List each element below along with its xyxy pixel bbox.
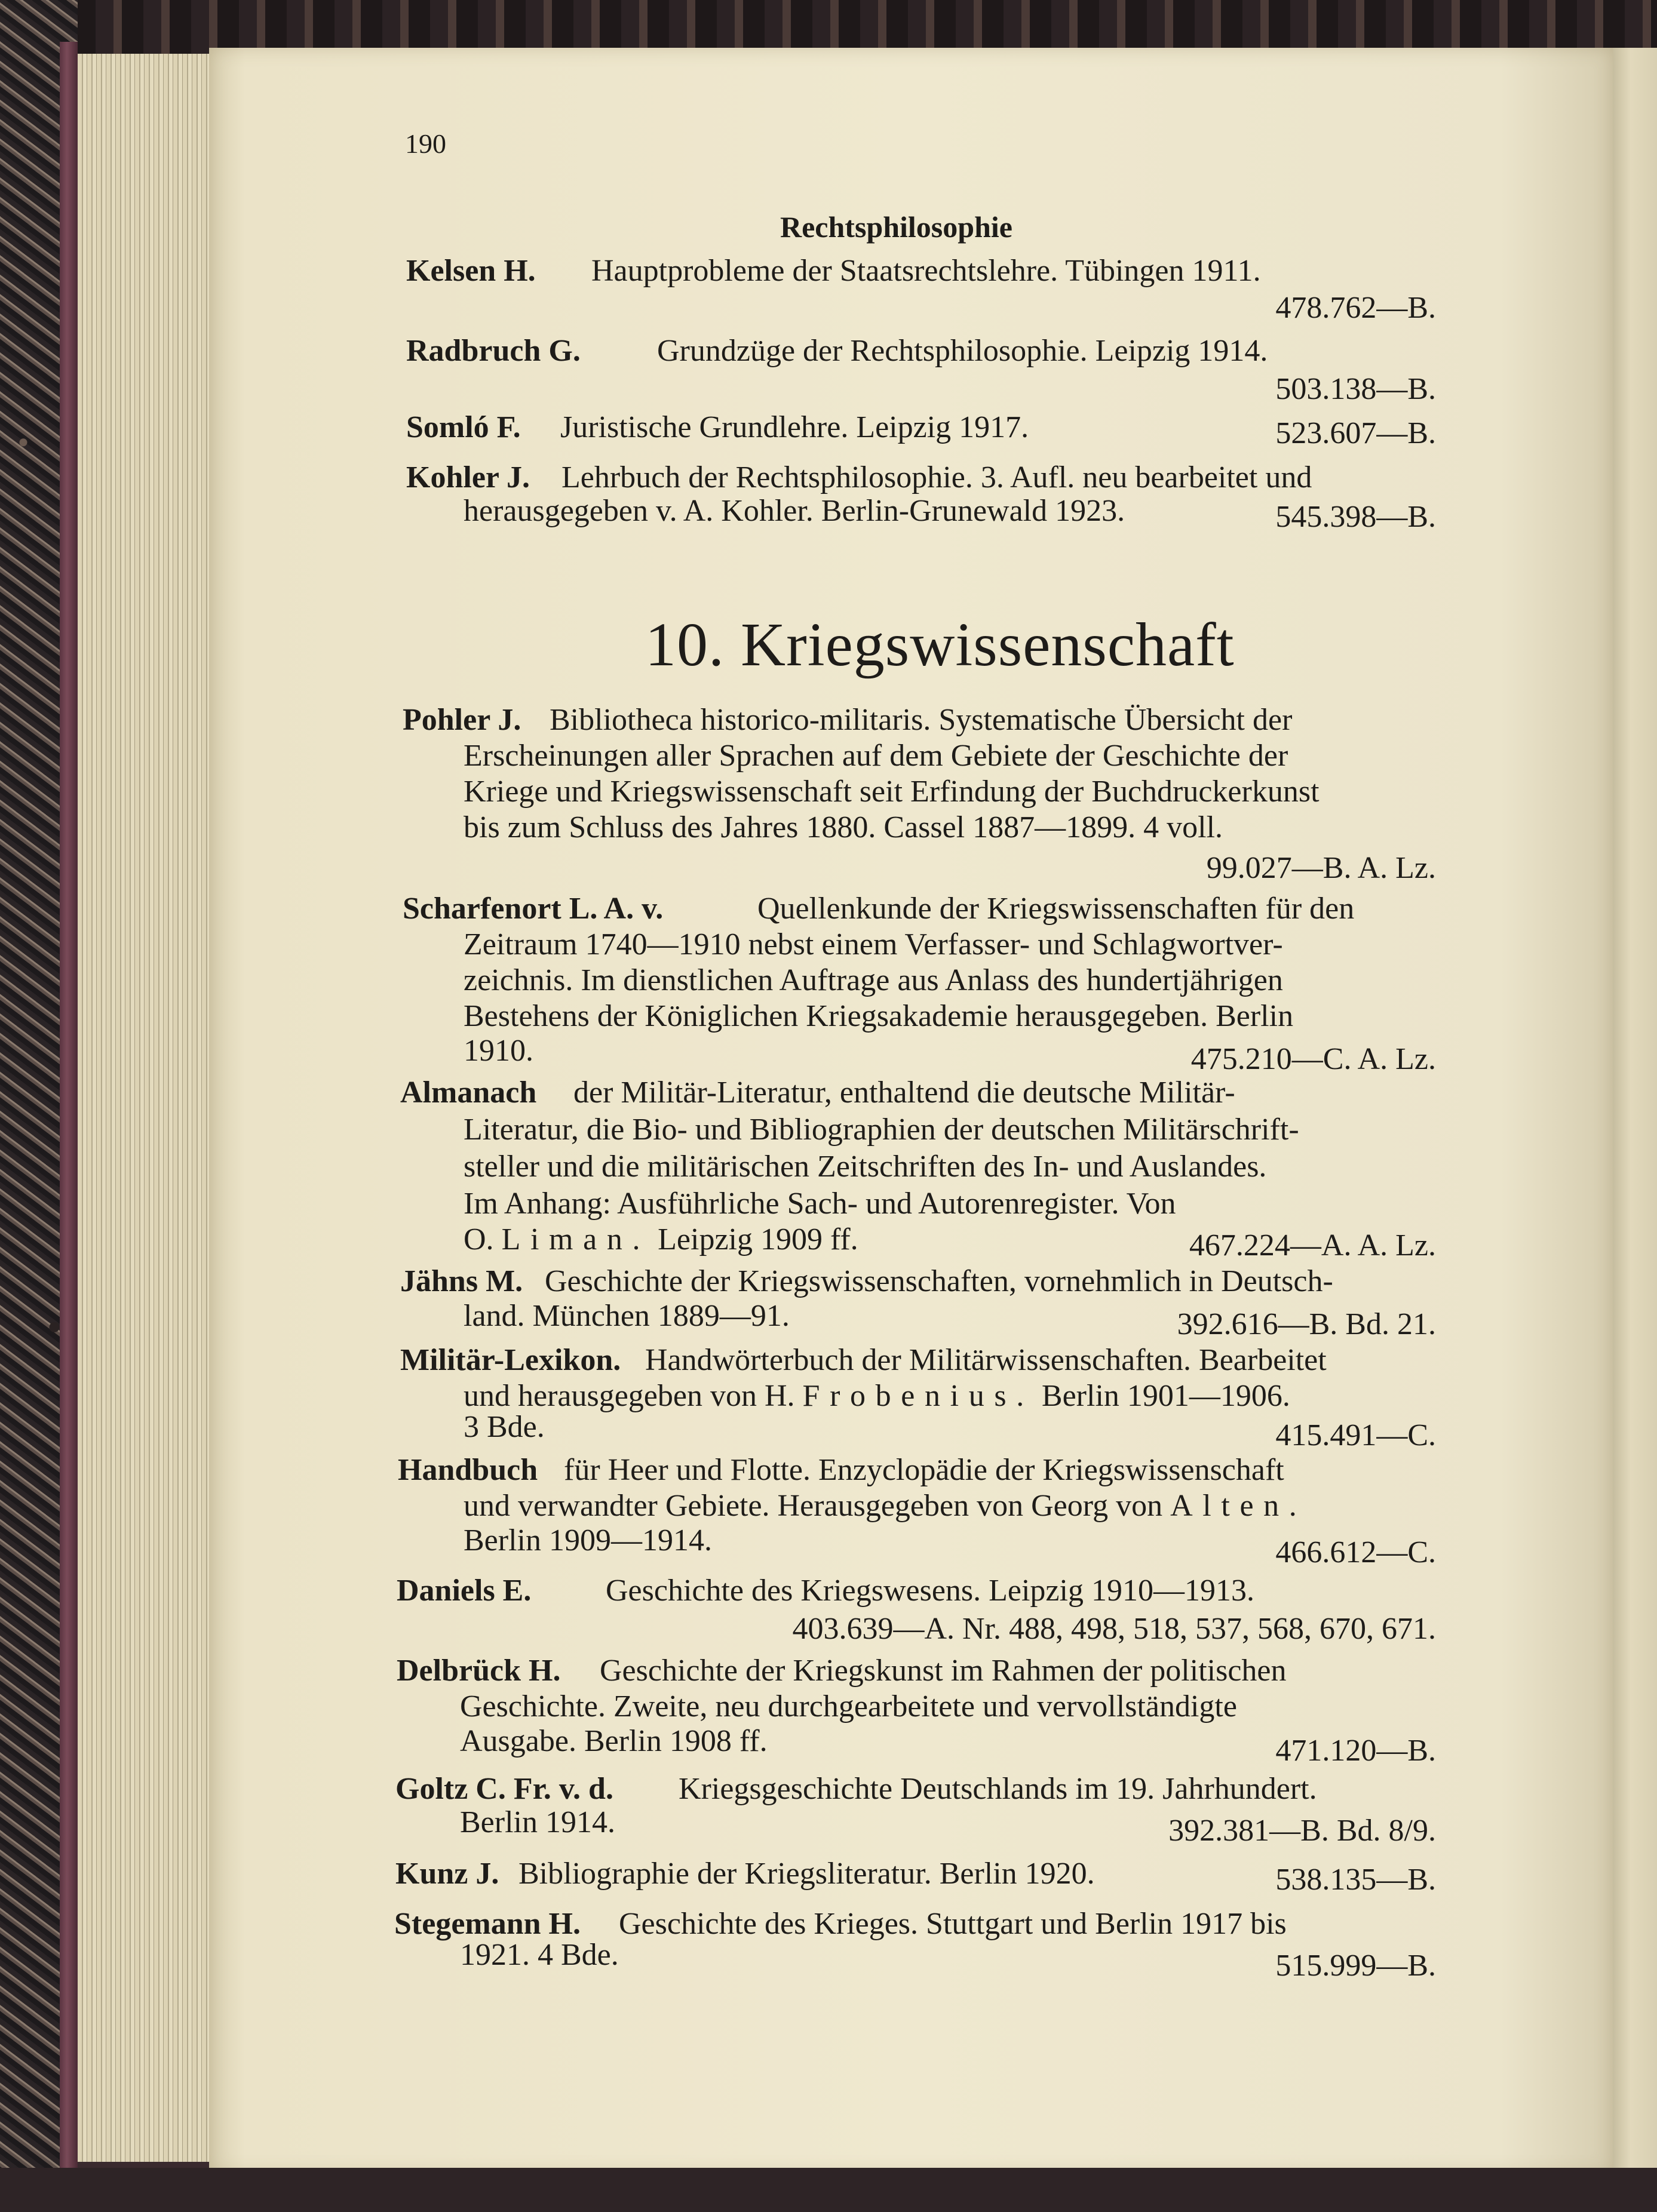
- entry-signature: 545.398—B.: [1275, 500, 1436, 534]
- entry-signature: 403.639—A. Nr. 488, 498, 518, 537, 568, 670, 671.: [792, 1612, 1436, 1646]
- entry-text: zeichnis. Im dienstlichen Auftrage aus Anlass des hundertjährigen: [464, 963, 1283, 997]
- entry-text: Im Anhang: Ausführliche Sach- und Autorenregister. Von: [464, 1187, 1176, 1221]
- entry-text: Erscheinungen aller Sprachen auf dem Gebiete der Geschichte der: [464, 739, 1288, 773]
- entry-text: Berlin 1909—1914.: [464, 1523, 712, 1557]
- entry-text: Kriege und Kriegswissenschaft seit Erfindung der Buchdruckerkunst: [464, 775, 1320, 809]
- entry-author: Almanach: [400, 1076, 537, 1110]
- entry-text: und verwandter Gebiete. Herausgegeben von Georg von: [464, 1489, 1163, 1523]
- entry-text: Geschichte der Kriegskunst im Rahmen der politischen: [600, 1654, 1287, 1688]
- entry-text: Liman.: [501, 1222, 650, 1256]
- entry-text: Quellenkunde der Kriegswissenschaften für den: [757, 892, 1355, 926]
- entry-text: Handwörterbuch der Militärwissenschaften. Bearbeitet: [645, 1343, 1327, 1377]
- entry-text: Frobenius.: [802, 1379, 1034, 1413]
- entry-author: Somló F.: [406, 410, 521, 444]
- entry-signature: 392.616—B. Bd. 21.: [1177, 1307, 1436, 1341]
- entry-text: bis zum Schluss des Jahres 1880. Cassel 1887—1899. 4 voll.: [464, 810, 1223, 844]
- entry-text: herausgegeben v. A. Kohler. Berlin-Grunewald 1923.: [464, 494, 1125, 528]
- entry-author: Handbuch: [398, 1453, 538, 1487]
- entry-text: Juristische Grundlehre. Leipzig 1917.: [560, 410, 1029, 444]
- entry-text: Bibliographie der Kriegsliteratur. Berlin 1920.: [518, 1857, 1095, 1891]
- entry-signature: 475.210—C. A. Lz.: [1190, 1042, 1436, 1076]
- entry-author: Jähns M.: [400, 1264, 523, 1298]
- entry-text: Literatur, die Bio- und Bibliographien der deutschen Militärschrift-: [464, 1113, 1299, 1147]
- entry-signature: 415.491—C.: [1275, 1418, 1436, 1452]
- entry-text: Lehrbuch der Rechtsphilosophie. 3. Aufl. neu bearbeitet und: [561, 460, 1312, 494]
- entry-signature: 467.224—A. A. Lz.: [1189, 1228, 1436, 1262]
- entry-signature: 523.607—B.: [1275, 416, 1436, 450]
- entry-text: Alten.: [1170, 1489, 1307, 1523]
- entry-author: Daniels E.: [397, 1574, 532, 1608]
- entry-signature: 392.381—B. Bd. 8/9.: [1168, 1814, 1436, 1848]
- entry-text: Geschichte des Kriegswesens. Leipzig 1910—1913.: [606, 1574, 1254, 1608]
- entry-author: Scharfenort L. A. v.: [403, 892, 664, 926]
- entry-author: Kelsen H.: [406, 254, 536, 288]
- page-number: 190: [405, 128, 446, 159]
- entry-text: 3 Bde.: [464, 1410, 545, 1444]
- book-top-edge: [0, 0, 1657, 54]
- entry-author: Goltz C. Fr. v. d.: [395, 1772, 613, 1806]
- entry-text: Ausgabe. Berlin 1908 ff.: [460, 1724, 768, 1758]
- entry-author: Radbruch G.: [406, 334, 581, 368]
- book-bottom-edge: [0, 2168, 1657, 2212]
- entry-text: Geschichte. Zweite, neu durchgearbeitete und vervollständigte: [460, 1689, 1237, 1723]
- entry-text: land. München 1889—91.: [464, 1299, 790, 1333]
- entry-author: Pohler J.: [403, 703, 521, 737]
- entry-text: Leipzig 1909 ff.: [658, 1222, 858, 1256]
- entry-signature: 471.120—B.: [1275, 1734, 1436, 1768]
- entry-text: Bestehens der Königlichen Kriegsakademie herausgegeben. Berlin: [464, 999, 1294, 1033]
- facing-page-edge: [1613, 48, 1657, 2174]
- entry-author: Militär-Lexikon.: [400, 1343, 621, 1377]
- entry-text: steller und die militärischen Zeitschriften des In- und Auslandes.: [464, 1150, 1267, 1184]
- entry-text: Bibliotheca historico-militaris. Systematische Übersicht der: [550, 703, 1293, 737]
- entry-signature: 515.999—B.: [1275, 1949, 1436, 1983]
- entry-text: und herausgegeben von H.: [464, 1379, 795, 1413]
- entry-text: 1910.: [464, 1034, 533, 1068]
- entry-text: 1921. 4 Bde.: [460, 1938, 619, 1972]
- entry-text: Berlin 1914.: [460, 1805, 615, 1839]
- entry-author: Kunz J.: [395, 1857, 499, 1891]
- entry-text: Hauptprobleme der Staatsrechtslehre. Tübingen 1911.: [591, 254, 1261, 288]
- entry-signature: 538.135—B.: [1275, 1863, 1436, 1897]
- entry-text: Zeitraum 1740—1910 nebst einem Verfasser- und Schlagwortver-: [464, 927, 1283, 961]
- entry-text: Geschichte der Kriegswissenschaften, vornehmlich in Deutsch-: [545, 1264, 1333, 1298]
- section-title: Rechtsphilosophie: [780, 210, 1012, 244]
- chapter-title: 10. Kriegswissenschaft: [645, 610, 1235, 679]
- entry-signature: 478.762—B.: [1275, 291, 1436, 325]
- entry-signature: 466.612—C.: [1275, 1535, 1436, 1569]
- entry-author: Stegemann H.: [394, 1907, 581, 1941]
- cover-spine-edge: [60, 42, 78, 2168]
- page-edges: [78, 54, 215, 2162]
- entry-text: Geschichte des Krieges. Stuttgart und Berlin 1917 bis: [619, 1907, 1287, 1941]
- entry-text: O.: [464, 1222, 494, 1256]
- entry-signature: 99.027—B. A. Lz.: [1206, 851, 1436, 885]
- entry-signature: 503.138—B.: [1275, 372, 1436, 406]
- entry-text: der Militär-Literatur, enthaltend die deutsche Militär-: [573, 1076, 1235, 1110]
- entry-author: Kohler J.: [406, 460, 530, 494]
- entry-text: Grundzüge der Rechtsphilosophie. Leipzig 1914.: [657, 334, 1268, 368]
- entry-text: Kriegsgeschichte Deutschlands im 19. Jahrhundert.: [679, 1772, 1317, 1806]
- entry-author: Delbrück H.: [397, 1654, 561, 1688]
- entry-text: für Heer und Flotte. Enzyclopädie der Kriegswissenschaft: [564, 1453, 1284, 1487]
- entry-text: Berlin 1901—1906.: [1041, 1379, 1290, 1413]
